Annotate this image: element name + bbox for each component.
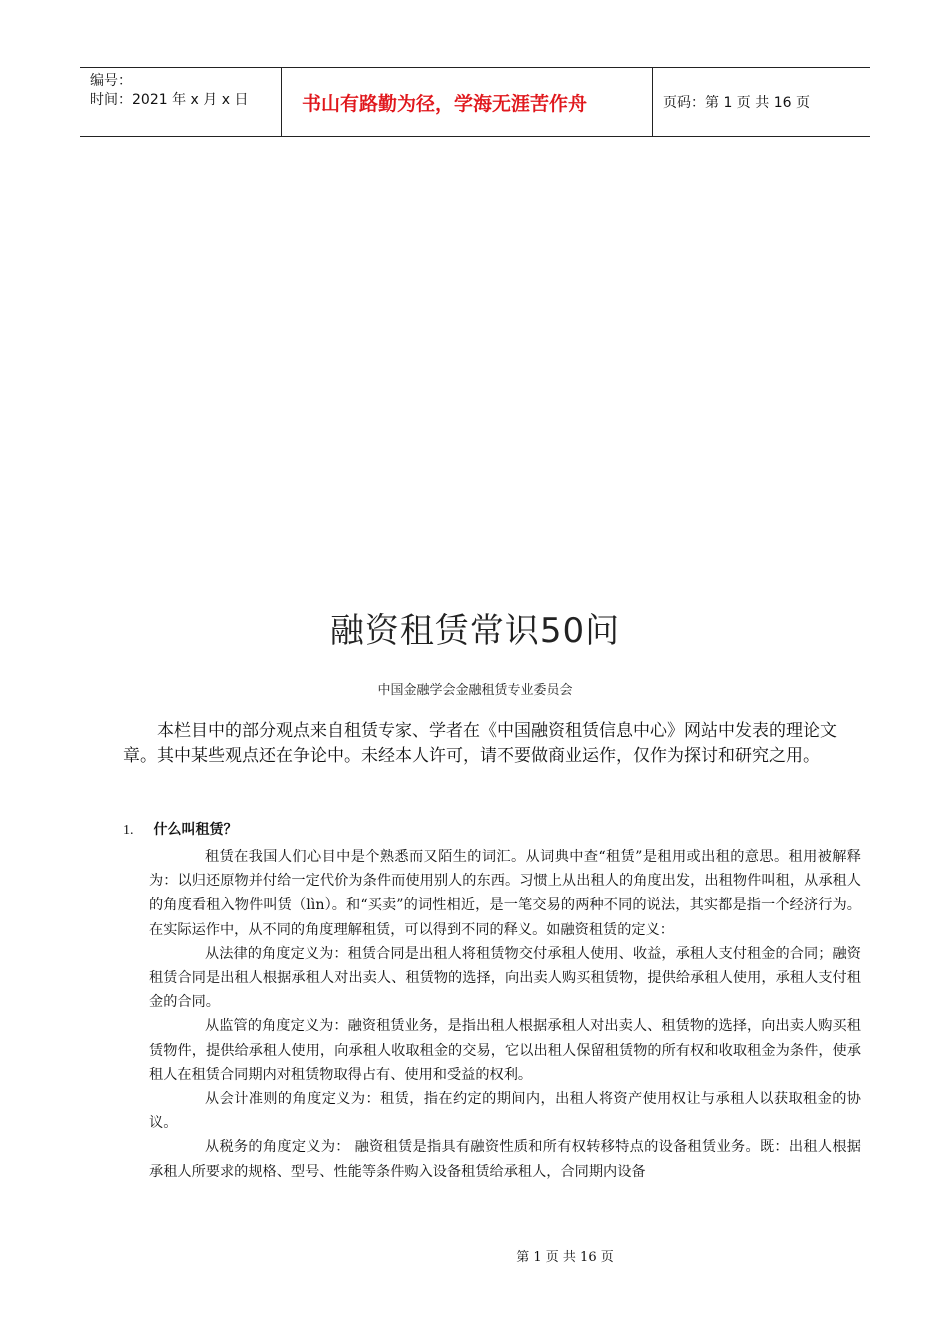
header-page-info: 页码：第 1 页 共 16 页 [663, 95, 810, 111]
section-body [149, 845, 861, 1184]
document-title: 融资租赁常识50问 [329, 611, 621, 651]
document-subtitle: 中国金融学会金融租赁专业委员会 [377, 683, 573, 698]
body-paragraph: 从会计准则的角度定义为：租赁，指在约定的期间内，出租人将资产使用权让与承租人以获取租金的协议。 [149, 1091, 861, 1132]
body-paragraph: 从税务的角度定义为： 融资租赁是指具有融资性质和所有权转移特点的设备租赁业务。既：出租人根据承租人所要求的规格、型号、性能等条件购入设备租赁给承租人，合同期内设备 [149, 1139, 861, 1180]
body-paragraph: 租赁在我国人们心目中是个熟悉而又陌生的词汇。从词典中查“租赁”是租用或出租的意思。租用被解释为：以归还原物并付给一定代价为条件而使用别人的东西。习惯上从出租人的角度出发，出租物件叫租，从承租人的角度看租入物件叫赁（lìn）。和“买卖”的词性相近，是一笔交易的两种不同的说法，其实都是指一个经济行为。在实际运作中，从不同的角度理解租赁，可以得到不同的释义。如融资租赁的定义： [149, 849, 861, 938]
header-motto: 书山有路勤为径，学海无涯苦作舟 [281, 68, 653, 136]
section-heading-text: 什么叫租赁？ [153, 822, 238, 838]
intro-paragraph: 本栏目中的部分观点来自租赁专家、学者在《中国融资租赁信息中心》网站中发表的理论文章。其中某些观点还在争论中。未经本人许可，请不要做商业运作，仅作为探讨和研究之用。 [123, 721, 837, 766]
header-table [80, 67, 870, 137]
section-heading [123, 819, 237, 842]
page-footer: 第 1 页 共 16 页 [516, 1250, 614, 1265]
body-paragraph: 从监管的角度定义为：融资租赁业务，是指出租人根据承租人对出卖人、租赁物的选择，向出卖人购买租赁物件，提供给承租人使用，向承租人收取租金的交易，它以出租人保留租赁物的所有权和收取租金为条件，使承租人在租赁合同期内对租赁物取得占有、使用和受益的权利。 [149, 1018, 861, 1083]
section-number: 1. [123, 823, 134, 838]
body-paragraph: 从法律的角度定义为：租赁合同是出租人将租赁物交付承租人使用、收益，承租人支付租金的合同；融资租赁合同是出租人根据承租人对出卖人、租赁物的选择，向出卖人购买租赁物，提供给承租人使用，承租人支付租金的合同。 [149, 945, 861, 1011]
date-line: 时间：2021 年 x 月 x 日 [90, 92, 249, 108]
code-label: 编号： [90, 73, 132, 89]
header-meta [80, 68, 281, 136]
